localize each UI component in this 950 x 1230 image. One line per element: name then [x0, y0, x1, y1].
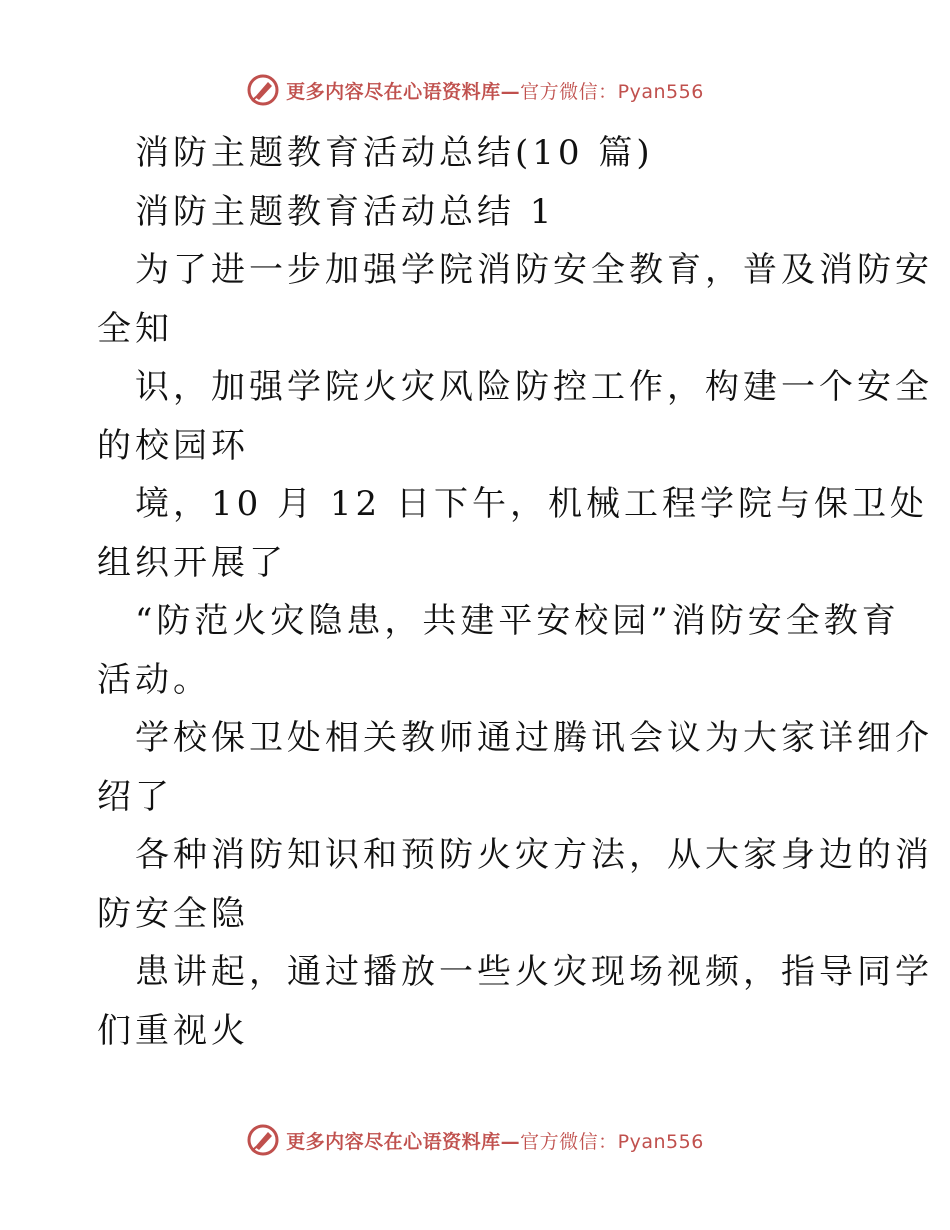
- body-line: 学校保卫处相关教师通过腾讯会议为大家详细介: [135, 718, 933, 758]
- header-banner-title: 更多内容尽在心语资料库—: [286, 80, 521, 103]
- body-line: 的校园环: [97, 425, 249, 466]
- footer-banner[interactable]: [0, 1120, 950, 1160]
- body-line: 们重视火: [97, 1010, 249, 1051]
- logo-icon: [246, 1123, 280, 1157]
- footer-banner-title: 更多内容尽在心语资料库—: [286, 1130, 521, 1153]
- document-title: 消防主题教育活动总结(10 篇): [135, 133, 654, 173]
- body-line: 组织开展了: [97, 542, 287, 583]
- body-line: 境，10 月 12 日下午，机械工程学院与保卫处: [135, 484, 928, 524]
- body-line: 识，加强学院火灾风险防控工作，构建一个安全: [135, 367, 933, 407]
- body-line: 各种消防知识和预防火灾方法，从大家身边的消: [135, 835, 933, 875]
- section-heading: 消防主题教育活动总结 1: [135, 191, 556, 232]
- body-line: 活动。: [97, 659, 211, 700]
- body-line: “防范火灾隐患，共建平安校园”消防安全教育: [135, 601, 900, 641]
- footer-banner-text: [286, 1127, 704, 1154]
- body-line: 为了进一步加强学院消防安全教育，普及消防安: [135, 250, 933, 290]
- body-line: 患讲起，通过播放一些火灾现场视频，指导同学: [135, 952, 933, 992]
- document-body: [97, 124, 933, 1060]
- body-line: 绍了: [97, 776, 173, 817]
- header-banner-text: [286, 77, 704, 104]
- footer-banner-wechat: 官方微信：Pyan556: [520, 1130, 704, 1153]
- logo-icon: [246, 73, 280, 107]
- body-line: 全知: [97, 308, 173, 349]
- header-banner-wechat: 官方微信：Pyan556: [520, 80, 704, 103]
- header-banner[interactable]: [0, 70, 950, 110]
- body-line: 防安全隐: [97, 893, 249, 934]
